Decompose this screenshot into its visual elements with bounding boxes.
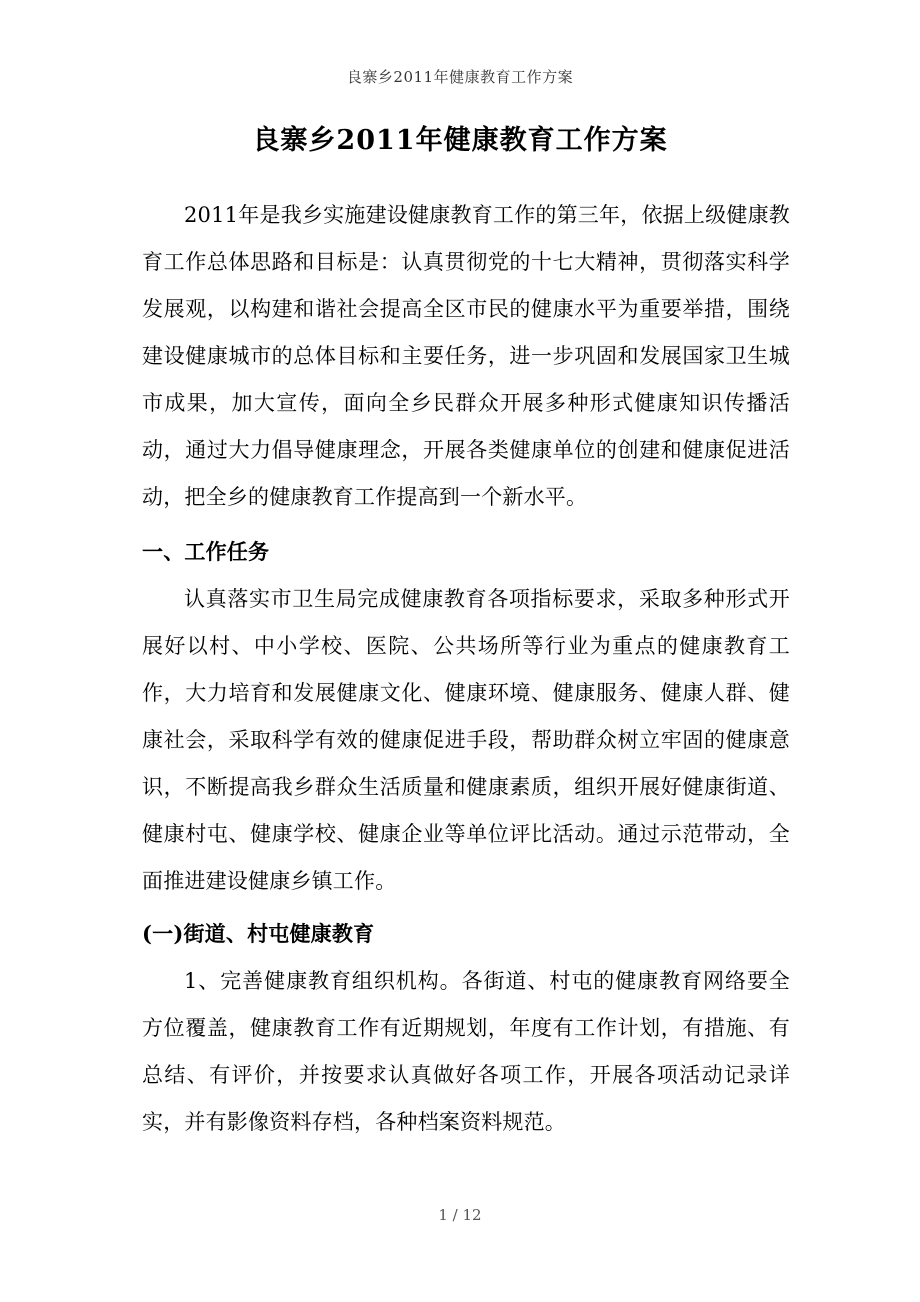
item-1-section <box>142 958 790 1146</box>
document-title: 良寨乡2011年健康教育工作方案 <box>252 125 668 156</box>
running-header: 良寨乡2011年健康教育工作方案 <box>346 68 574 86</box>
section-heading-text: 一、工作任务 <box>142 539 270 564</box>
section-heading-tasks <box>142 528 790 575</box>
subsection-heading-text: (一)街道、村屯健康教育 <box>142 921 375 946</box>
item-1-paragraph: 1、完善健康教育组织机构。各街道、村屯的健康教育网络要全方位覆盖，健康教育工作有近期规划，年度有工作计划，有措施、有总结、有评价，并按要求认真做好各项工作，开展各项活动记录详实，并有影像资料存档，各种档案资料规范。 <box>142 969 790 1134</box>
tasks-section <box>142 576 790 905</box>
tasks-paragraph: 认真落实市卫生局完成健康教育各项指标要求，采取多种形式开展好以村、中小学校、医院、公共场所等行业为重点的健康教育工作，大力培育和发展健康文化、健康环境、健康服务、健康人群、健康社会，采取科学有效的健康促进手段，帮助群众树立牢固的健康意识，不断提高我乡群众生活质量和健康素质，组织开展好健康街道、健康村屯、健康学校、健康企业等单位评比活动。通过示范带动，全面推进建设健康乡镇工作。 <box>142 587 790 893</box>
page-indicator: 1 / 12 <box>438 1206 482 1224</box>
subsection-heading-streets <box>142 910 790 957</box>
intro-paragraph: 2011年是我乡实施建设健康教育工作的第三年，依据上级健康教育工作总体思路和目标是：认真贯彻党的十七大精神，贯彻落实科学发展观，以构建和谐社会提高全区市民的健康水平为重要举措，围绕建设健康城市的总体目标和主要任务，进一步巩固和发展国家卫生城市成果，加大宣传，面向全乡民群众开展多种形式健康知识传播活动，通过大力倡导健康理念，开展各类健康单位的创建和健康促进活动，把全乡的健康教育工作提高到一个新水平。 <box>142 203 790 509</box>
intro-section <box>142 192 790 521</box>
